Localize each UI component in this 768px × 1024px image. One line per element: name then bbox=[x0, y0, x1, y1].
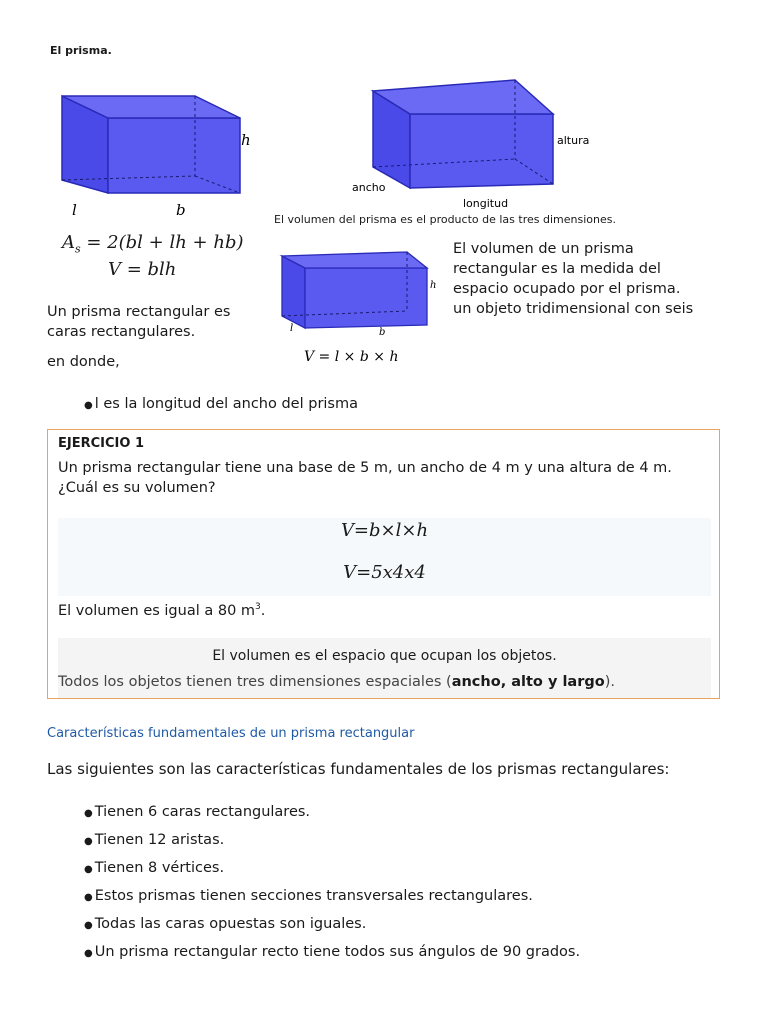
area-formula: $A_s = 2(bl$ + lh + hb) bbox=[62, 232, 244, 256]
prism-figure-1 bbox=[55, 88, 260, 223]
fig1-l-label: l bbox=[72, 201, 77, 219]
right-paragraph-line: espacio ocupado por el prisma. bbox=[453, 281, 681, 297]
fig3-h-label: h bbox=[430, 280, 437, 291]
formula-panel bbox=[58, 518, 711, 596]
left-paragraph-line: caras rectangulares. bbox=[47, 324, 196, 340]
note-text: Todos los objetos tienen tres dimensiones espaciales (ancho, alto y largo). bbox=[58, 674, 615, 690]
fig2-altura-label: altura bbox=[557, 134, 590, 147]
right-paragraph-line: un objeto tridimensional con seis bbox=[453, 301, 694, 317]
right-paragraph bbox=[453, 239, 693, 319]
bullet-l: ● l es la longitud del ancho del prisma bbox=[84, 396, 358, 412]
list-item: ● Todas las caras opuestas son iguales. bbox=[84, 916, 367, 932]
right-paragraph-line: El volumen de un prisma bbox=[453, 241, 634, 257]
section-heading: Características fundamentales de un prisma rectangular bbox=[47, 726, 415, 741]
list-item: ● Tienen 8 vértices. bbox=[84, 860, 225, 876]
list-item: ● Estos prismas tienen secciones transversales rectangulares. bbox=[84, 888, 533, 904]
features-list bbox=[84, 798, 580, 966]
exercise-text: Un prisma rectangular tiene una base de 5 m, un ancho de 4 m y una altura de 4 m. ¿Cuál es su volumen? bbox=[58, 460, 672, 496]
volume-formula: V = blh bbox=[108, 259, 177, 280]
fig2-ancho-label: ancho bbox=[352, 181, 386, 194]
fig3-l-label: l bbox=[290, 323, 294, 334]
list-item: ● Tienen 6 caras rectangulares. bbox=[84, 804, 311, 820]
list-item: ● Un prisma rectangular recto tiene todos sus ángulos de 90 grados. bbox=[84, 944, 581, 960]
formula-2: V=5x4x4 bbox=[343, 562, 426, 583]
left-paragraph-line: Un prisma rectangular es bbox=[47, 304, 231, 320]
exercise-result: El volumen es igual a 80 $m^3$. bbox=[58, 602, 266, 619]
fig1-b-label: b bbox=[176, 201, 186, 219]
exercise-title: EJERCICIO 1 bbox=[58, 436, 144, 451]
en-donde-text: en donde, bbox=[47, 354, 120, 370]
exercise-box bbox=[47, 429, 720, 699]
fig3-b-label: b bbox=[379, 327, 386, 338]
section-intro: Las siguientes son las características fundamentales de los prismas rectangulares: bbox=[47, 760, 670, 778]
left-paragraph bbox=[47, 302, 230, 342]
fig2-longitud-label: longitud bbox=[463, 197, 509, 210]
right-paragraph-line: rectangular es la medida del bbox=[453, 261, 661, 277]
prism-figure-3 bbox=[272, 243, 442, 368]
formula-1: V=b×l×h bbox=[340, 520, 429, 541]
note-title: El volumen es el espacio que ocupan los objetos. bbox=[212, 648, 557, 664]
list-item: ● Tienen 12 aristas. bbox=[84, 832, 225, 848]
fig1-h-label: h bbox=[241, 131, 251, 149]
fig3-formula: V = l × b × h bbox=[304, 349, 399, 365]
page-small-title: El prisma. bbox=[50, 44, 112, 57]
fig2-caption: El volumen del prisma es el producto de las tres dimensiones. bbox=[274, 213, 616, 226]
prism-figure-2 bbox=[345, 72, 595, 212]
